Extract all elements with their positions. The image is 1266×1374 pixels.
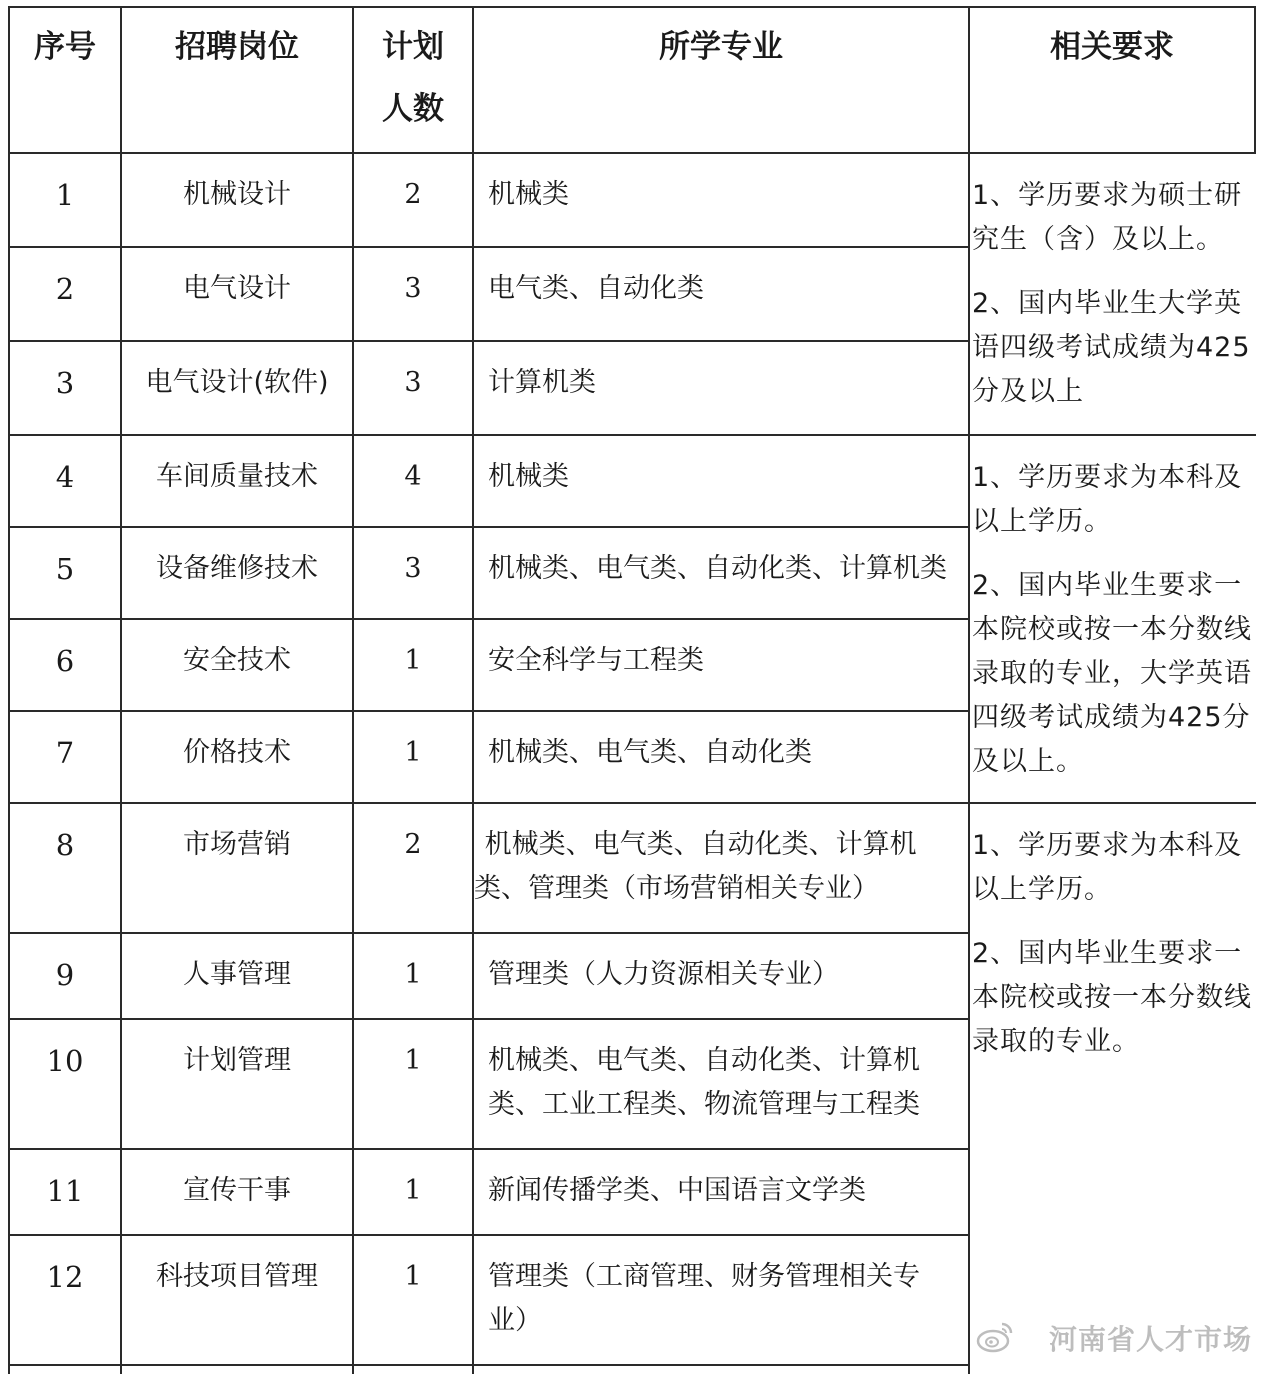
header-count-line2: 人数 [382,91,444,127]
row-12-count: 1 [404,1261,422,1292]
req-1-item1-line2: 究生（含）及以上。 [972,224,1224,255]
grid-line [8,932,970,934]
grid-line [8,710,970,712]
row-4-num: 4 [55,460,75,494]
grid-line [8,526,970,528]
row-11-count: 1 [404,1175,422,1206]
row-5-major: 机械类、电气类、自动化类、计算机类 [488,553,947,584]
row-10-num: 10 [46,1044,84,1078]
row-2-major: 电气类、自动化类 [488,273,704,304]
weibo-icon [975,1320,1015,1354]
req-2-item2-line3: 录取的专业，大学英语 [972,658,1252,689]
grid-line [968,8,970,1374]
req-2-item2-line1: 2、国内毕业生要求一 [972,570,1243,601]
row-7-count: 1 [404,737,422,768]
grid-line [8,152,1256,154]
row-5-num: 5 [55,552,75,586]
grid-line [8,802,1256,804]
req-3-item2-line1: 2、国内毕业生要求一 [972,938,1243,969]
row-4-major: 机械类 [488,461,569,492]
req-3-item2-line3: 录取的专业。 [972,1026,1140,1057]
row-4-count: 4 [404,461,422,492]
row-10-position: 计划管理 [183,1045,291,1076]
grid-line [8,1018,970,1020]
req-2-item2-line5: 及以上。 [972,746,1084,777]
row-9-position: 人事管理 [183,959,291,990]
row-12-major-line2: 业） [488,1305,542,1336]
row-11-position: 宣传干事 [183,1175,291,1206]
row-8-position: 市场营销 [183,829,291,860]
grid-line [8,246,970,248]
row-1-major: 机械类 [488,179,569,210]
row-8-major-line2: 类、管理类（市场营销相关专业） [474,873,879,904]
grid-line [8,618,970,620]
grid-line [472,8,474,1374]
req-1-item2-line3: 分及以上 [972,376,1084,407]
row-3-position: 电气设计(软件) [145,367,329,398]
row-9-num: 9 [55,958,75,992]
req-1-item2-line1: 2、国内毕业生大学英 [972,288,1243,319]
grid-line [8,1234,970,1236]
row-9-count: 1 [404,959,422,990]
header-count-line1: 计划 [382,29,444,65]
grid-line [8,434,1256,436]
row-11-num: 11 [46,1174,84,1208]
grid-line [8,6,1256,8]
req-1-item2-line2: 语四级考试成绩为425 [972,332,1251,363]
row-1-num: 1 [55,178,75,212]
row-2-num: 2 [55,272,75,306]
req-3-item1-line1: 1、学历要求为本科及 [972,830,1243,861]
grid-line [8,1364,970,1366]
row-3-num: 3 [55,366,75,400]
row-10-count: 1 [404,1045,422,1076]
row-3-count: 3 [404,367,422,398]
row-7-major: 机械类、电气类、自动化类 [488,737,812,768]
header-major: 所学专业 [659,29,783,65]
req-2-item1-line2: 以上学历。 [972,506,1112,537]
row-5-count: 3 [404,553,422,584]
row-12-position: 科技项目管理 [156,1261,318,1292]
row-9-major: 管理类（人力资源相关专业） [488,959,839,990]
req-2-item2-line4: 四级考试成绩为425分 [972,702,1251,733]
header-num: 序号 [34,29,96,65]
row-2-position: 电气设计 [183,273,291,304]
grid-line [1254,8,1256,154]
watermark-text: 河南省人才市场 [1048,1323,1252,1356]
grid-line [8,1148,970,1150]
row-6-count: 1 [404,645,422,676]
row-1-count: 2 [404,179,422,210]
row-8-major-line1: 机械类、电气类、自动化类、计算机 [476,829,917,860]
req-1-item1-line1: 1、学历要求为硕士研 [972,180,1243,211]
req-3-item1-line2: 以上学历。 [972,874,1112,905]
row-6-num: 6 [55,644,75,678]
row-2-count: 3 [404,273,422,304]
row-8-num: 8 [55,828,75,862]
row-8-count: 2 [404,829,422,860]
header-position: 招聘岗位 [175,29,299,65]
row-11-major: 新闻传播学类、中国语言文学类 [488,1175,866,1206]
row-1-position: 机械设计 [183,179,291,210]
row-3-major: 计算机类 [488,367,596,398]
row-7-num: 7 [55,736,75,770]
row-6-major: 安全科学与工程类 [488,645,704,676]
row-5-position: 设备维修技术 [156,553,318,584]
row-10-major-line2: 类、工业工程类、物流管理与工程类 [488,1089,920,1120]
row-6-position: 安全技术 [183,645,291,676]
row-12-major-line1: 管理类（工商管理、财务管理相关专 [488,1261,920,1292]
req-2-item2-line2: 本院校或按一本分数线 [972,614,1252,645]
row-4-position: 车间质量技术 [156,461,318,492]
req-3-item2-line2: 本院校或按一本分数线 [972,982,1252,1013]
header-requirements: 相关要求 [1050,29,1174,65]
row-10-major-line1: 机械类、电气类、自动化类、计算机 [488,1045,920,1076]
row-12-num: 12 [46,1260,84,1294]
row-7-position: 价格技术 [183,737,291,768]
req-2-item1-line1: 1、学历要求为本科及 [972,462,1243,493]
grid-line [8,340,970,342]
